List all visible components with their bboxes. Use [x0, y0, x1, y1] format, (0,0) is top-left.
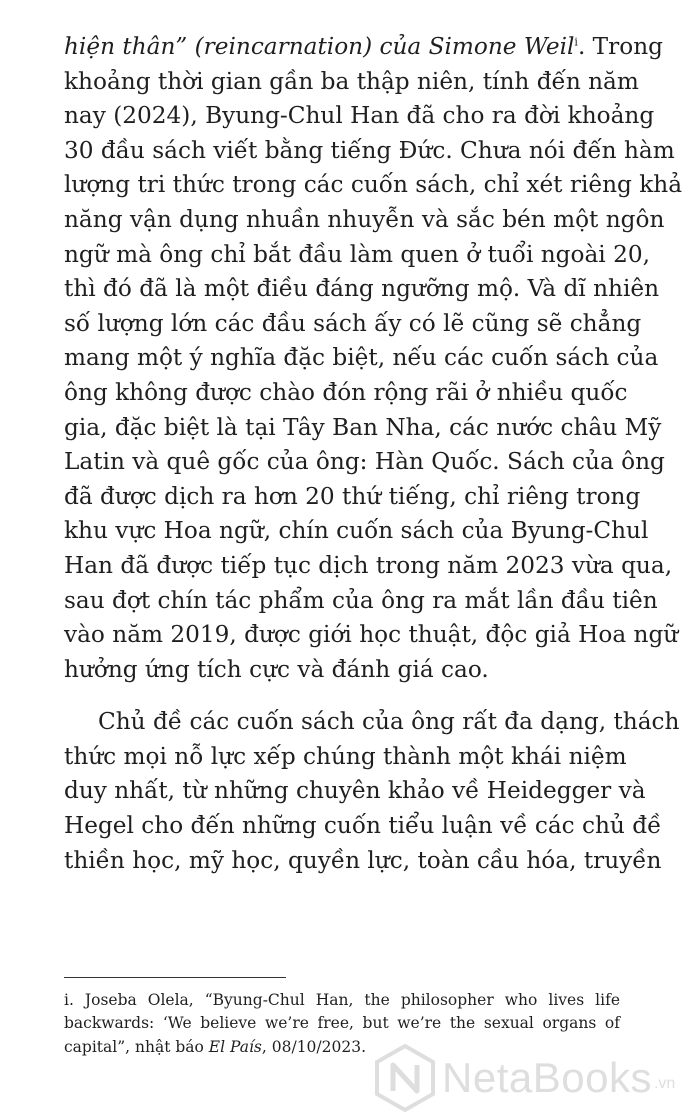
footnote-divider — [64, 977, 286, 978]
text-line: năng vận dụng nhuần nhuyễn và sắc bén một ngôn — [64, 205, 665, 233]
paragraph-2 — [64, 705, 680, 878]
footnote-text: i. Joseba Olela, “Byung-Chul Han, the philosopher who lives life backwards: ‘We believe we’re free, but we’re the sexual organs of capital”, nhật báo — [64, 991, 620, 1056]
text-line: số lượng lớn các đầu sách ấy có lẽ cũng sẽ chẳng — [64, 309, 642, 337]
text-line: Hegel cho đến những cuốn tiểu luận về các chủ đề — [64, 812, 662, 840]
text-line: sau đợt chín tác phẩm của ông ra mắt lần đầu tiên — [64, 586, 658, 614]
text-line: gia, đặc biệt là tại Tây Ban Nha, các nước châu Mỹ — [64, 413, 662, 441]
text-line: ngữ mà ông chỉ bắt đầu làm quen ở tuổi ngoài 20, — [64, 240, 650, 268]
watermark — [370, 1043, 675, 1113]
text-line: ông không được chào đón rộng rãi ở nhiều quốc — [64, 378, 628, 406]
watermark-suffix: .vn — [653, 1075, 676, 1092]
text-line: hưởng ứng tích cực và đánh giá cao. — [64, 655, 489, 683]
text-line: thức mọi nỗ lực xếp chúng thành một khái niệm — [64, 742, 627, 770]
text-line: duy nhất, từ những chuyên khảo về Heidegger và — [64, 777, 646, 805]
paragraph-1 — [64, 30, 683, 687]
text-line: thiền học, mỹ học, quyền lực, toàn cầu hóa, truyền — [64, 846, 662, 874]
text-line: hiện thân” (reincarnation) của Simone Weil$^i$. Trong — [64, 33, 663, 60]
text-line: khoảng thời gian gần ba thập niên, tính đến năm — [64, 67, 639, 95]
italic-phrase: hiện thân” (reincarnation) của Simone Weil — [64, 33, 575, 60]
text-line: Han đã được tiếp tục dịch trong năm 2023 vừa qua, — [64, 551, 673, 579]
text-line: nay (2024), Byung-Chul Han đã cho ra đời khoảng — [64, 102, 655, 130]
netabooks-logo-icon — [370, 1043, 440, 1113]
page-body — [64, 30, 683, 878]
footnote-marker[interactable]: i — [574, 35, 578, 49]
text-line: mang một ý nghĩa đặc biệt, nếu các cuốn sách của — [64, 344, 659, 372]
text-line: đã được dịch ra hơn 20 thứ tiếng, chỉ riêng trong — [64, 482, 641, 510]
text-line: vào năm 2019, được giới học thuật, độc giả Hoa ngữ — [64, 621, 679, 649]
text-line: 30 đầu sách viết bằng tiếng Đức. Chưa nói đến hàm — [64, 136, 675, 164]
footnote-date: , 08/10/2023. — [261, 1037, 367, 1056]
text-line: lượng tri thức trong các cuốn sách, chỉ xét riêng khả — [64, 171, 683, 199]
footnote-source: El País — [208, 1037, 262, 1056]
text-line: Chủ đề các cuốn sách của ông rất đa dạng, thách — [98, 708, 680, 736]
text-line: thì đó đã là một điều đáng ngưỡng mộ. Và dĩ nhiên — [64, 275, 660, 303]
watermark-brand: NetaBooks — [442, 1054, 652, 1101]
text-line: khu vực Hoa ngữ, chín cuốn sách của Byung-Chul — [64, 517, 649, 545]
text-line: Latin và quê gốc của ông: Hàn Quốc. Sách của ông — [64, 448, 665, 476]
